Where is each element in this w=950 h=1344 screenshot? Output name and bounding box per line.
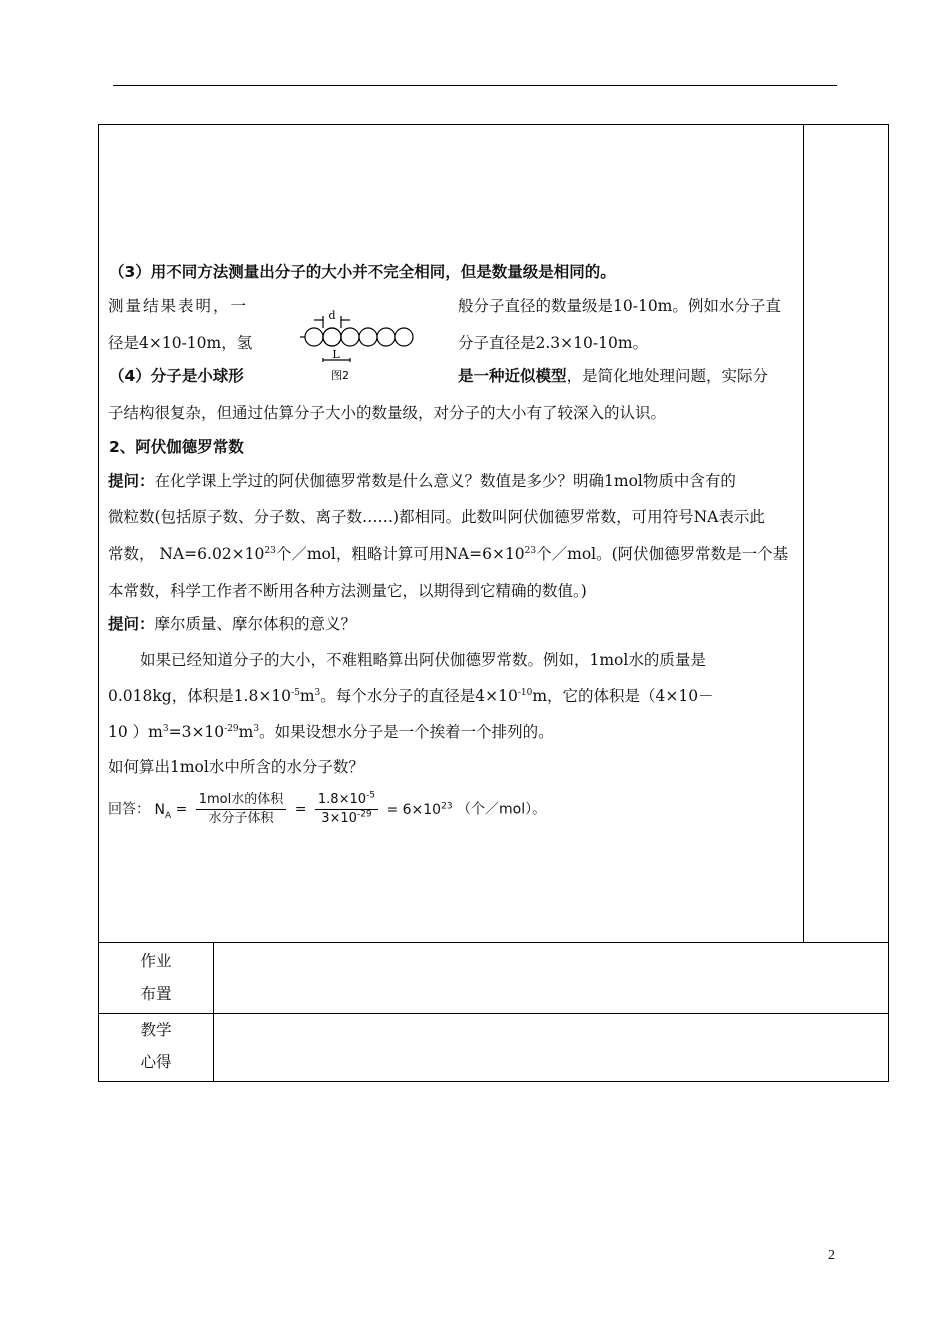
- table-right-column-divider: [803, 124, 804, 942]
- question-2: 提问：摩尔质量、摩尔体积的意义？: [108, 615, 357, 633]
- question-1-line-4: 本常数，科学工作者不断用各种方法测量它，以期得到它精确的数值。): [108, 582, 587, 600]
- question-1-line-2: 微粒数(包括原子数、分子数、离子数……)都相同。此数叫阿伏伽德罗常数，可用符号NA表示此: [108, 508, 765, 526]
- question-label: 提问：: [108, 472, 155, 490]
- homework-label-line-2: 布置: [140, 985, 172, 1003]
- molecule-circle: [359, 328, 377, 346]
- formula-unit: （个／mol）。: [457, 801, 547, 818]
- reflection-label-line-1: 教学: [140, 1021, 172, 1039]
- page-number: 2: [828, 1248, 835, 1263]
- point-4-left: （4）分子是小球形: [109, 367, 244, 385]
- fraction-numeric: $\frac{1.8\times 10^{-5}}{3\times 10^{-29}}$: [315, 792, 378, 827]
- model-phrase-rest: ，是简化地处理问题，实际分: [566, 367, 769, 385]
- figure-label-L: L: [332, 348, 340, 361]
- avogadro-formula: 回答： $N_A$ = $\frac{\text{1mol水的体积}}{\text{水分子体积}}$ = $\frac{1.8\times 10^{-5}}{3\times 10^{-29}}$ = $6\times 10^{23}$ （个／mol）。: [108, 790, 547, 826]
- formula-lhs: $N_A$: [154, 801, 172, 821]
- molecule-circle: [377, 328, 395, 346]
- point-4-continuation: 子结构很复杂，但通过估算分子大小的数量级，对分子的大小有了较深入的认识。: [108, 404, 667, 422]
- hydrogen-diameter-right: 分子直径是2.3×10-10m。: [458, 334, 649, 352]
- molecule-circle: [305, 328, 323, 346]
- measure-result-left: 测量结果表明，一: [108, 297, 249, 315]
- measure-result-right: 般分子直径的数量级是10-10m。例如水分子直: [458, 297, 781, 315]
- homework-label-line-1: 作业: [140, 952, 172, 970]
- question-1-line-3: 常数， $NA=6.02\times 10^{23}$个／mol，粗略计算可用$NA=6\times 10^{23}$个／mol。(阿伏伽德罗常数是一个基: [108, 545, 789, 563]
- molecule-circle: [323, 328, 341, 346]
- figure-caption: 图2: [331, 369, 349, 382]
- reflection-label-line-2: 心得: [140, 1053, 172, 1071]
- paragraph-line-3: 10 ）$m^3=3\times 10^{-29}m^3$。如果设想水分子是一个挨着一个排列的。: [108, 723, 554, 741]
- table-row-divider-homework: [98, 942, 889, 943]
- table-row-divider-reflection: [98, 1013, 889, 1014]
- figure-label-d: d: [328, 309, 336, 322]
- table-label-column-divider: [213, 942, 214, 1082]
- paragraph-line-2: 0.018kg，体积是$1.8\times 10^{-5}m^3$。每个水分子的直径是$4\times 10^{-10}m$，它的体积是（4×10－: [108, 687, 714, 705]
- point-3: （3）用不同方法测量出分子的大小并不完全相同，但是数量级是相同的。: [109, 263, 616, 281]
- model-phrase: 是一种近似模型: [458, 367, 567, 385]
- header-rule: [113, 85, 837, 86]
- molecule-circle: [341, 328, 359, 346]
- fraction-volume-ratio: $\frac{\text{1mol水的体积}}{\text{水分子体积}}$: [196, 792, 287, 827]
- point-4-right: [458, 366, 768, 386]
- section-heading-avogadro: 2、阿伏伽德罗常数: [109, 438, 244, 456]
- answer-label: 回答：: [108, 801, 150, 818]
- formula-result: = $6\times 10^{23}$: [386, 800, 453, 818]
- water-diameter-left: 径是4×10-10m，氢: [108, 334, 253, 352]
- question-1: 提问：在化学课上学过的阿伏伽德罗常数是什么意义？数值是多少？明确1mol物质中含有的: [108, 472, 736, 490]
- paragraph-line-4: 如何算出1mol水中所含的水分子数？: [108, 758, 364, 776]
- molecule-row-figure: [292, 306, 422, 386]
- paragraph-line-1: 如果已经知道分子的大小，不难粗略算出阿伏伽德罗常数。例如，1mol水的质量是: [140, 651, 706, 669]
- question-label: 提问：: [108, 615, 155, 633]
- molecule-circle: [395, 328, 413, 346]
